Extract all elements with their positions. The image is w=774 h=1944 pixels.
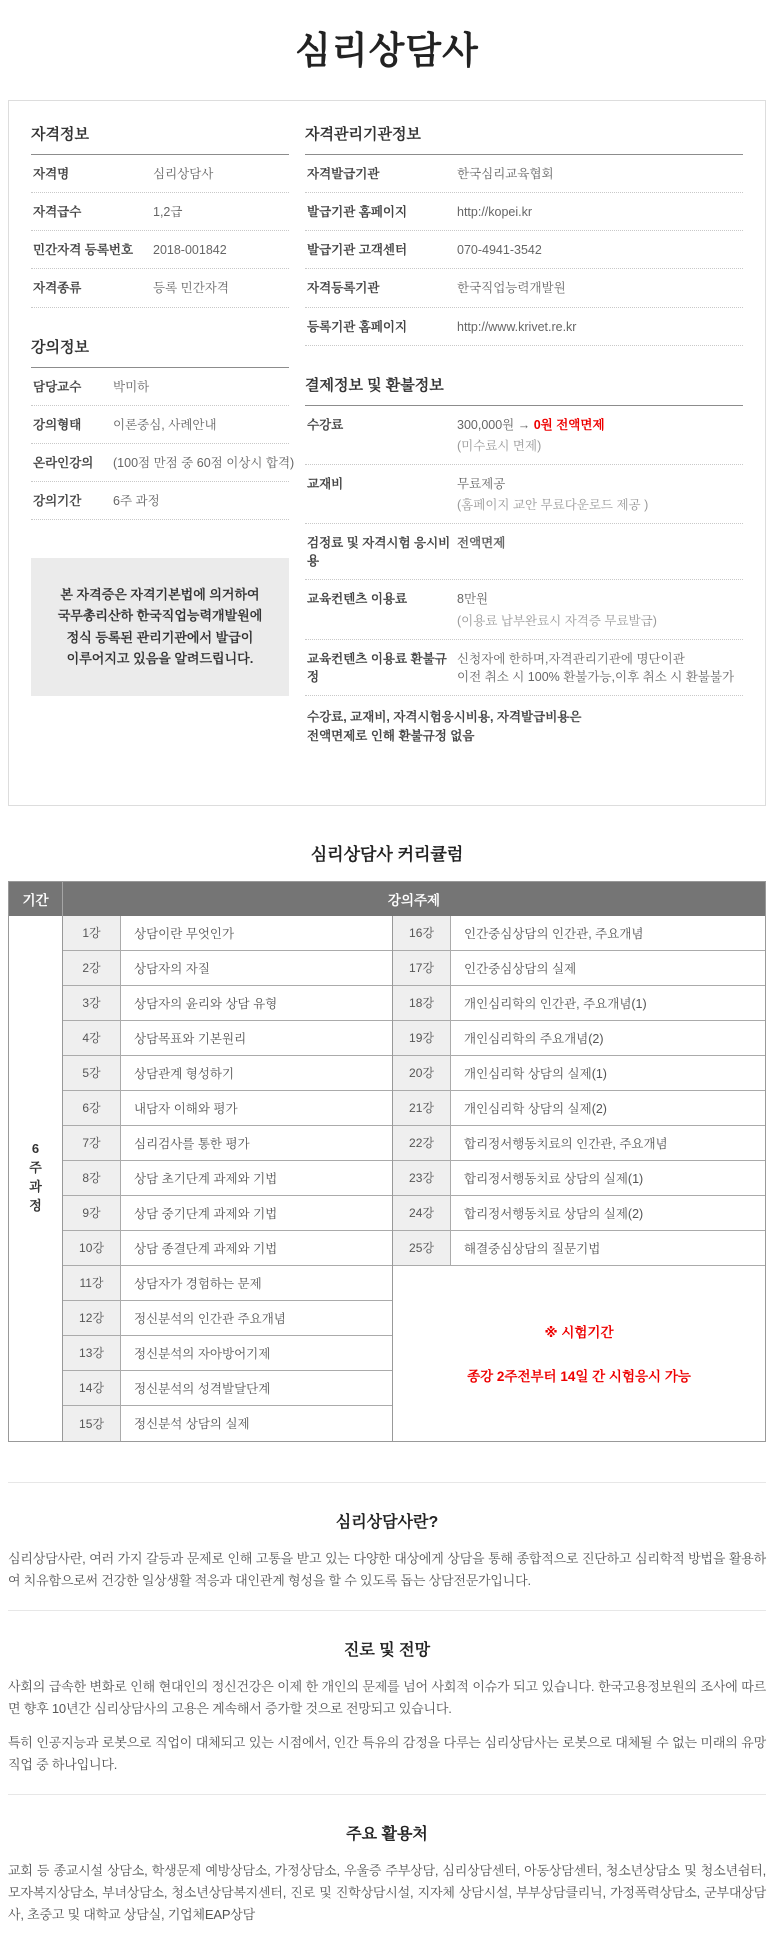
section-what-is-counselor (8, 1482, 766, 1610)
content-fee-sub-note: (이용료 납부완료시 자격증 무료발급) (457, 613, 657, 628)
curriculum-row (393, 916, 765, 951)
row-label: 발급기관 홈페이지 (307, 205, 408, 220)
row-label: 강의기간 (33, 493, 82, 508)
header-topic-cell: 강의주제 (387, 892, 441, 908)
curriculum-row (63, 951, 392, 986)
curriculum-row (393, 986, 765, 1021)
section-paragraph: 특히 인공지능과 로봇으로 직업이 대체되고 있는 시점에서, 인간 특유의 감정을 다루는 심리상담사는 로봇으로 대체될 수 없는 미래의 유망직업 중 하나입니다. (8, 1735, 766, 1773)
row-label: 교육컨텐츠 이용료 환불규정 (307, 651, 447, 684)
registry-homepage-url: http://www.krivet.re.kr (457, 319, 577, 334)
section-title: 심리상담사란? (335, 1513, 439, 1531)
lecture-number: 8강 (63, 1161, 121, 1195)
info-row (305, 193, 743, 231)
section-career-outlook (8, 1610, 766, 1794)
row-label: 수강료 (307, 417, 344, 432)
info-row (31, 444, 295, 482)
lecture-topic: 심리검사를 통한 평가 (134, 1136, 250, 1151)
lecture-number: 19강 (393, 1021, 451, 1055)
curriculum-title: 심리상담사 커리큘럼 (310, 844, 464, 864)
lecture-number: 22강 (393, 1126, 451, 1160)
row-value: (100점 만점 중 60점 이상시 합격) (113, 455, 295, 470)
lecture-topic: 합리정서행동치료 상담의 실제(2) (464, 1206, 644, 1221)
row-value: 070-4941-3542 (457, 243, 542, 258)
curriculum-row (63, 986, 392, 1021)
lecture-number: 13강 (63, 1336, 121, 1370)
curriculum-row (63, 1126, 392, 1161)
section-management-org-info (305, 123, 743, 346)
lecture-topic: 인간중심상담의 인간관, 주요개념 (464, 926, 644, 941)
exam-period-note-title: ※ 시험기간 (544, 1325, 614, 1341)
tuition-exempt-badge: 0원 전액면제 (533, 417, 605, 432)
lecture-topic: 개인심리학의 인간관, 주요개념(1) (464, 996, 647, 1011)
section-paragraph: 사회의 급속한 변화로 인해 현대인의 정신건강은 이제 한 개인의 문제를 넘어 사회적 이슈가 되고 있습니다. 한국고용정보원의 조사에 따르면 향후 10년간 심리상담사의 고용은 계속해서 증가할 것으로 전망되고 있습니다. (8, 1678, 766, 1716)
issuer-homepage-url: http://kopei.kr (457, 205, 533, 220)
curriculum-row (393, 1056, 765, 1091)
lecture-number: 17강 (393, 951, 451, 985)
notice-line: 국무총리산하 한국직업능력개발원에 (57, 608, 263, 624)
refund-footnote-line: 수강료, 교재비, 자격시험응시비용, 자격발급비용은 (307, 709, 582, 724)
info-row (31, 193, 289, 231)
tuition-row (305, 406, 743, 465)
exam-period-note-body: 종강 2주전부터 14일 간 시험응시 가능 (467, 1369, 691, 1385)
info-row (305, 155, 743, 193)
curriculum-row (63, 916, 392, 951)
row-value: 등록 민간자격 (153, 281, 229, 296)
row-value: 1,2급 (153, 205, 183, 220)
lecture-number: 1강 (63, 916, 121, 950)
curriculum-row (393, 1126, 765, 1161)
lecture-topic: 정신분석 상담의 실제 (134, 1417, 250, 1432)
row-label: 교육컨텐츠 이용료 (307, 592, 408, 607)
curriculum-row (63, 1196, 392, 1231)
row-label: 자격종류 (33, 281, 82, 296)
section-main-workplaces (8, 1794, 766, 1944)
curriculum-table-body (9, 916, 765, 1441)
page-title: 심리상담사 (295, 30, 479, 71)
tuition-value (457, 416, 605, 455)
info-card-right-column (305, 123, 743, 775)
section-paragraph: 심리상담사란, 여러 가지 갈등과 문제로 인해 고통을 받고 있는 다양한 대상에게 상담을 통해 종합적으로 진단하고 심리학적 방법을 활용하여 치유함으로써 건강한 일상생활 적응과 대인관계 형성을 할 수 있도록 돕는 상담전문가입니다. (8, 1550, 766, 1588)
lecture-number: 16강 (393, 916, 451, 950)
refund-policy-line: 신청자에 한하며,자격관리기관에 명단이관 (457, 651, 685, 666)
lecture-number: 14강 (63, 1371, 121, 1405)
exam-period-note (393, 1266, 765, 1441)
curriculum-row (63, 1266, 392, 1301)
row-label: 자격발급기관 (307, 167, 380, 181)
section-payment-refund-info (305, 374, 743, 747)
content-fee-row (305, 580, 743, 639)
refund-footnote-line: 전액면제로 인해 환불규정 없음 (307, 729, 475, 744)
textbook-row (305, 465, 743, 524)
management-org-title: 자격관리기관정보 (305, 123, 743, 155)
lecture-topic: 상담자의 윤리와 상담 유형 (134, 996, 278, 1011)
textbook-fee: 무료제공 (457, 476, 506, 491)
lecture-topic: 상담 종결단계 과제와 기법 (134, 1241, 278, 1256)
curriculum-row (393, 1196, 765, 1231)
textbook-sub-note: (홈페이지 교안 무료다운로드 제공 ) (457, 498, 649, 512)
notice-line: 이루어지고 있음을 알려드립니다. (66, 651, 254, 667)
lecture-number: 12강 (63, 1301, 121, 1335)
lecture-number: 18강 (393, 986, 451, 1020)
registration-notice-box (31, 558, 289, 696)
curriculum-row (393, 1161, 765, 1196)
lecture-number: 10강 (63, 1231, 121, 1265)
description-sections (0, 1482, 774, 1944)
row-label: 민간자격 등록번호 (33, 243, 134, 258)
curriculum-left-rows (63, 916, 393, 1441)
lecture-number: 11강 (63, 1266, 121, 1300)
row-label: 검정료 및 자격시험 응시비용 (307, 536, 451, 569)
curriculum-row (63, 1406, 392, 1441)
lecture-number: 20강 (393, 1056, 451, 1090)
row-label: 교재비 (307, 476, 344, 491)
refund-policy-line: 이전 취소 시 100% 환불가능,이후 취소 시 환불불가 (457, 669, 735, 684)
lecture-topic: 인간중심상담의 실제 (464, 961, 577, 976)
row-value: 이론중심, 사례안내 (113, 417, 217, 432)
curriculum-row (63, 1021, 392, 1056)
row-value: 한국직업능력개발원 (457, 281, 566, 296)
section-lecture-info (31, 336, 295, 521)
tuition-sub-note: (미수료시 면제) (457, 438, 542, 453)
info-row (305, 231, 743, 269)
curriculum-right-rows (393, 916, 765, 1266)
lecture-topic: 개인심리학 상담의 실제(1) (464, 1066, 607, 1081)
row-label: 발급기관 고객센터 (307, 243, 408, 258)
payment-refund-title: 결제정보 및 환불정보 (305, 374, 743, 406)
course-period-cell (9, 916, 63, 1441)
content-fee: 8만원 (457, 592, 489, 607)
lecture-number: 15강 (63, 1406, 121, 1441)
row-value: 2018-001842 (153, 243, 227, 258)
lecture-topic: 상담목표와 기본원리 (134, 1031, 247, 1046)
lecture-number: 25강 (393, 1231, 451, 1265)
curriculum-table-header (9, 882, 765, 916)
lecture-topic: 합리정서행동치료 상담의 실제(1) (464, 1171, 644, 1186)
exam-fee-exempt-badge: 전액면제 (457, 536, 506, 551)
row-value: 박미하 (113, 379, 150, 394)
exam-fee-row (305, 524, 743, 580)
curriculum-row (393, 951, 765, 986)
curriculum-row (63, 1161, 392, 1196)
lecture-number: 23강 (393, 1161, 451, 1195)
row-label: 자격등록기관 (307, 281, 380, 296)
row-label: 담당교수 (33, 379, 82, 394)
curriculum-row (63, 1091, 392, 1126)
info-row (31, 269, 289, 307)
row-value: 심리상담사 (153, 167, 214, 181)
lecture-topic: 상담 중기단계 과제와 기법 (134, 1206, 278, 1221)
refund-policy-row (305, 640, 743, 696)
row-label: 자격명 (33, 167, 70, 181)
lecture-number: 7강 (63, 1126, 121, 1160)
info-row (305, 308, 743, 346)
lecture-topic: 내담자 이해와 평가 (134, 1101, 238, 1116)
lecture-topic: 개인심리학의 주요개념(2) (464, 1031, 604, 1046)
period-char: 과 (29, 1179, 42, 1195)
curriculum-row (63, 1231, 392, 1266)
lecture-topic: 정신분석의 인간관 주요개념 (134, 1311, 286, 1326)
row-label: 온라인강의 (33, 455, 94, 470)
notice-line: 정식 등록된 관리기관에서 발급이 (66, 629, 254, 645)
info-row (31, 155, 289, 193)
lecture-topic: 정신분석의 성격발달단계 (134, 1381, 271, 1396)
row-value: 한국심리교육협회 (457, 167, 554, 181)
period-char: 주 (29, 1160, 42, 1176)
lecture-number: 2강 (63, 951, 121, 985)
refund-footnote (305, 696, 743, 747)
lecture-topic: 상담 초기단계 과제와 기법 (134, 1171, 278, 1186)
lecture-topic: 합리정서행동치료의 인간관, 주요개념 (464, 1136, 668, 1151)
info-row (31, 482, 289, 520)
row-label: 강의형태 (33, 417, 82, 432)
refund-policy-value (457, 650, 734, 686)
section-paragraph: 교회 등 종교시설 상담소, 학생문제 예방상담소, 가정상담소, 우울증 주부상담, 심리상담센터, 아동상담센터, 청소년상담소 및 청소년쉼터, 모자복지상담소, 부녀상담소, 청소년상담복지센터, 진로 및 진학상담시설, 지자체 상담시설, 부부상담클리닉, 가정폭력상담소, 군부대상담사, 초중고 및 대학교 상담실, 기업체EAP상담 (8, 1863, 766, 1923)
lecture-number: 4강 (63, 1021, 121, 1055)
info-card-left-column (31, 123, 295, 775)
curriculum-row (63, 1301, 392, 1336)
lecture-number: 3강 (63, 986, 121, 1020)
lecture-number: 5강 (63, 1056, 121, 1090)
lecture-topic: 상담자가 경험하는 문제 (134, 1276, 262, 1291)
row-value: 6주 과정 (113, 493, 160, 508)
lecture-topic: 상담관계 형성하기 (134, 1066, 235, 1081)
row-label: 자격급수 (33, 205, 82, 220)
lecture-topic: 정신분석의 자아방어기제 (134, 1346, 271, 1361)
row-label: 등록기관 홈페이지 (307, 319, 408, 334)
lecture-number: 21강 (393, 1091, 451, 1125)
curriculum-row (63, 1371, 392, 1406)
curriculum-row (393, 1091, 765, 1126)
lecture-topic: 해결중심상담의 질문기법 (464, 1241, 601, 1256)
info-row (31, 368, 289, 406)
section-title: 주요 활용처 (346, 1826, 428, 1844)
info-row (31, 231, 289, 269)
textbook-value (457, 475, 648, 514)
section-qualification-info (31, 123, 289, 308)
curriculum-row (63, 1056, 392, 1091)
lecture-topic: 상담자의 자질 (134, 961, 210, 976)
tuition-original-price: 300,000원 → (457, 417, 534, 432)
curriculum-right-column (393, 916, 765, 1441)
header-period-cell: 기간 (9, 882, 63, 916)
lecture-info-title: 강의정보 (31, 336, 289, 368)
period-char: 정 (29, 1197, 42, 1213)
curriculum-row (63, 1336, 392, 1371)
lecture-topic: 개인심리학 상담의 실제(2) (464, 1101, 607, 1116)
content-fee-value (457, 590, 657, 629)
info-row (31, 406, 289, 444)
section-title: 진로 및 전망 (343, 1641, 431, 1659)
curriculum-row (393, 1231, 765, 1266)
curriculum-row (393, 1021, 765, 1056)
info-row (305, 269, 743, 307)
lecture-number: 6강 (63, 1091, 121, 1125)
lecture-topic: 상담이란 무엇인가 (134, 926, 235, 941)
certificate-info-card (8, 100, 766, 806)
qualification-info-title: 자격정보 (31, 123, 289, 155)
curriculum-table (8, 881, 766, 1442)
notice-line: 본 자격증은 자격기본법에 의거하여 (60, 587, 260, 602)
lecture-number: 9강 (63, 1196, 121, 1230)
period-char: 6 (31, 1141, 40, 1157)
lecture-number: 24강 (393, 1196, 451, 1230)
